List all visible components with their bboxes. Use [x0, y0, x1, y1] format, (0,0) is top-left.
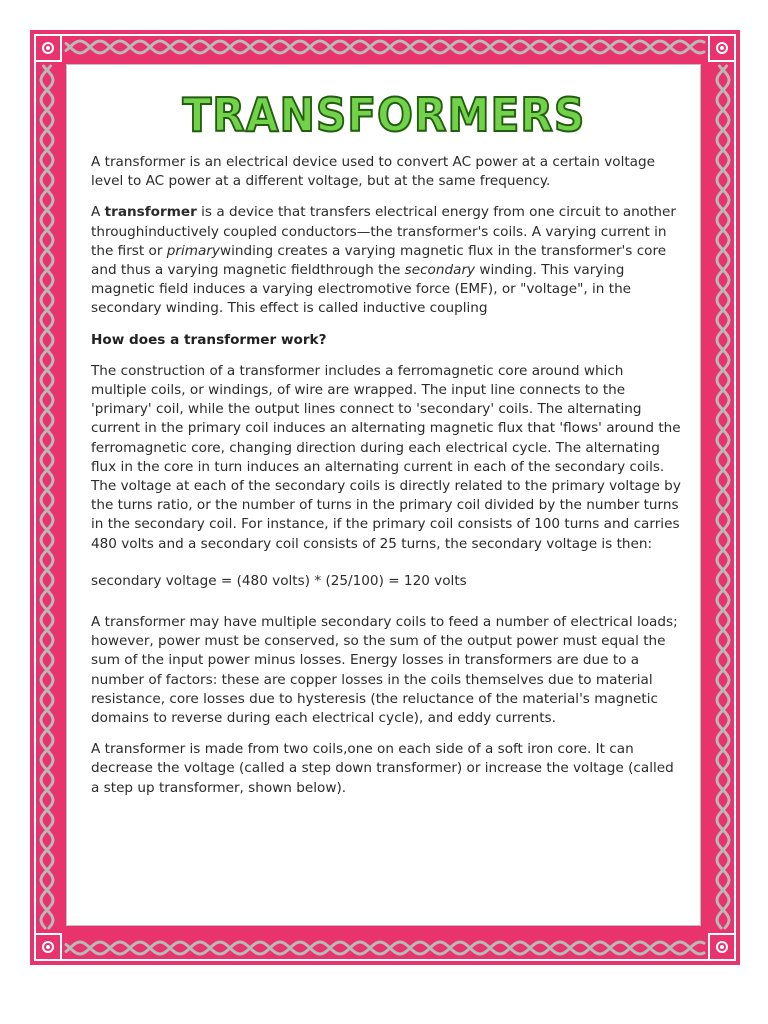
intro-paragraph: A transformer is an electrical device used to convert AC power at a certain voltage level to AC power at a different voltage, but at the same frequency.	[91, 154, 655, 190]
construction-paragraph: The construction of a transformer includes a ferromagnetic core around which multiple coils, or windings, of wire are wrapped. The input line connects to the 'primary' coil, while the output lines connect to 'secondary' coils. The alternating current in the primary coil induces an alternating magnetic flux that 'flows' around the ferromagnetic core, changing direction during each electrical cycle. The alternating flux in the core in turn induces an alternating current in each of the secondary coils. The voltage at each of the secondary coils is directly related to the primary voltage by the turns ratio, or the number of turns in the primary coil divided by the number turns in the secondary coil. For instance, if the primary coil consists of 100 turns and carries 480 volts and a secondary coil consists of 25 turns, the secondary voltage is then:	[91, 362, 681, 552]
corner-ornament-top-right	[708, 34, 736, 62]
italic-term-primary: primary	[166, 242, 220, 259]
losses-paragraph: A transformer may have multiple secondary coils to feed a number of electrical loads; however, power must be conserved, so the sum of the output power must equal the sum of the input power minus losses. Energy losses in transformers are due to a number of factors: these are copper losses in the coils themselves due to material resistance, core losses due to hysteresis (the reluctance of the material's magnetic domains to reverse during each electrical cycle), and eddy currents.	[91, 614, 678, 727]
section-heading: How does a transformer work?	[91, 331, 327, 348]
coils-paragraph: A transformer is made from two coils,one on each side of a soft iron core. It can decrease the voltage (called a step down transformer) or increase the voltage (called a step up transformer, shown below).	[91, 741, 674, 796]
article-body	[91, 153, 681, 810]
title-banner	[67, 85, 700, 147]
content-panel	[66, 64, 701, 926]
corner-ornament-bottom-right	[708, 933, 736, 961]
italic-term-secondary: secondary	[404, 262, 476, 279]
page-title: TRANSFORMERS	[182, 88, 585, 142]
bold-term-transformer: transformer	[104, 204, 197, 221]
corner-ornament-top-left	[34, 34, 62, 62]
formula-line: secondary voltage = (480 volts) * (25/100) = 120 volts	[91, 572, 467, 589]
definition-paragraph: A transformer is a device that transfers electrical energy from one circuit to another throughinductively coupled conductors—the transformer's coils. A varying current in the first or primarywinding creates a varying magnetic flux in the transformer's core and thus a varying magnetic fieldthrough the secondary winding. This varying magnetic field induces a varying electromotive force (EMF), or "voltage", in the secondary winding. This effect is called inductive coupling	[91, 204, 676, 317]
corner-ornament-bottom-left	[34, 933, 62, 961]
